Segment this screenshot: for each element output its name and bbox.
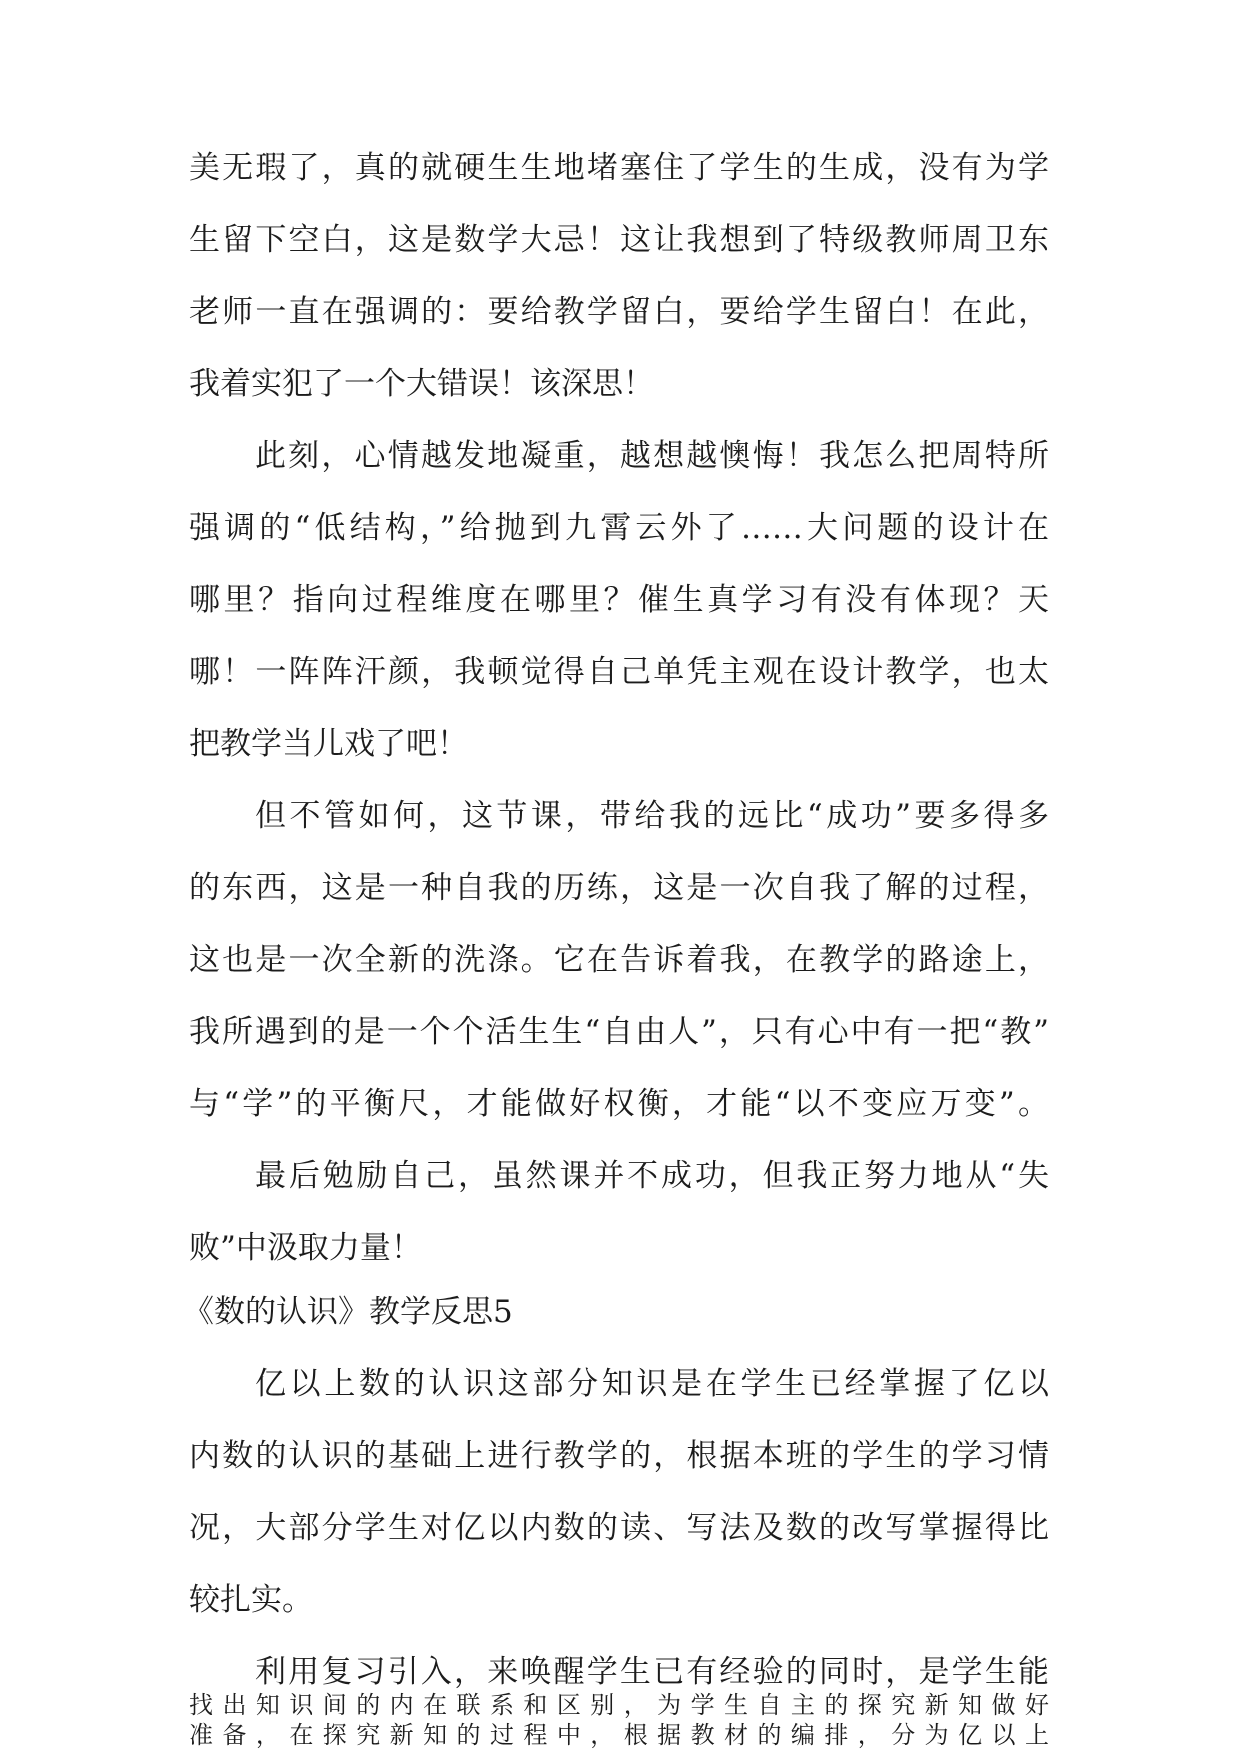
text-line: 强调的“低结构，”给抛到九霄云外了……大问题的设计在	[189, 510, 1049, 546]
text-line: 美无瑕了，真的就硬生生地堵塞住了学生的生成，没有为学	[189, 150, 1049, 186]
text-line: 准备，在探究新知的过程中，根据教材的编排，分为亿以上	[189, 1721, 1049, 1749]
text-line: 内数的认识的基础上进行教学的，根据本班的学生的学习情	[189, 1438, 1049, 1474]
text-line: 但不管如何，这节课，带给我的远比“成功”要多得多	[255, 798, 1049, 834]
text-line: 的东西，这是一种自我的历练，这是一次自我了解的过程，	[189, 870, 1049, 906]
section-heading: 《数的认识》教学反思5	[183, 1294, 513, 1330]
text-line: 败”中汲取力量！	[189, 1230, 422, 1266]
text-line: 老师一直在强调的：要给教学留白，要给学生留白！在此，	[189, 294, 1049, 330]
text-line: 况，大部分学生对亿以内数的读、写法及数的改写掌握得比	[189, 1510, 1049, 1546]
text-line: 哪里？指向过程维度在哪里？催生真学习有没有体现？天	[189, 582, 1049, 618]
text-line: 较扎实。	[189, 1582, 313, 1618]
text-line: 我着实犯了一个大错误！该深思！	[189, 366, 654, 402]
text-line: 生留下空白，这是数学大忌！这让我想到了特级教师周卫东	[189, 222, 1049, 258]
text-line: 此刻，心情越发地凝重，越想越懊悔！我怎么把周特所	[255, 438, 1049, 474]
text-line: 我所遇到的是一个个活生生“自由人”，只有心中有一把“教”	[189, 1014, 1049, 1050]
text-line: 亿以上数的认识这部分知识是在学生已经掌握了亿以	[255, 1366, 1049, 1402]
text-line: 最后勉励自己，虽然课并不成功，但我正努力地从“失	[255, 1158, 1049, 1194]
text-line: 把教学当儿戏了吧！	[189, 726, 468, 762]
text-line: 找出知识间的内在联系和区别，为学生自主的探究新知做好	[189, 1691, 1049, 1719]
text-line: 利用复习引入，来唤醒学生已有经验的同时，是学生能	[255, 1654, 1049, 1690]
text-line: 与“学”的平衡尺，才能做好权衡，才能“以不变应万变”。	[189, 1086, 1049, 1122]
text-line: 这也是一次全新的洗涤。它在告诉着我，在教学的路途上，	[189, 942, 1049, 978]
text-line: 哪！一阵阵汗颜，我顿觉得自己单凭主观在设计教学，也太	[189, 654, 1049, 690]
